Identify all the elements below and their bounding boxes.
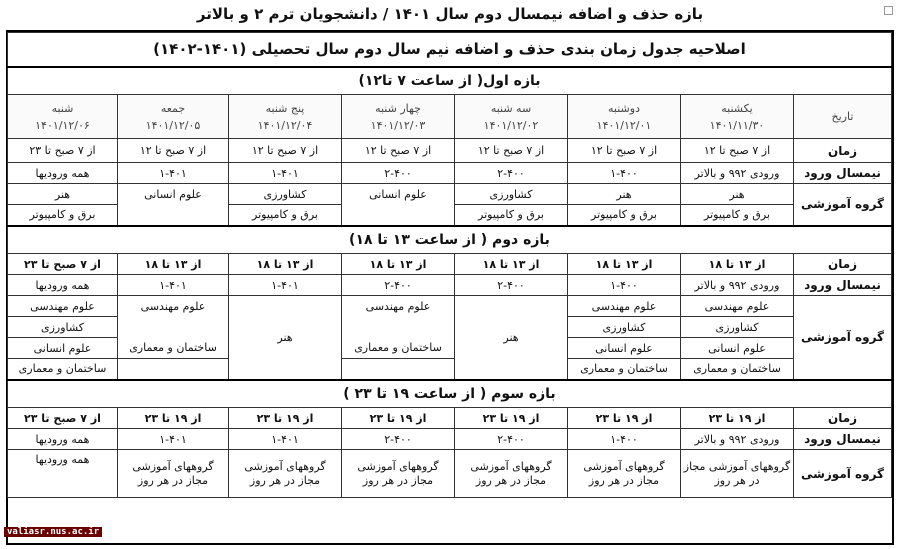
group-label: گروه آموزشی <box>794 184 892 226</box>
group-line: در هر روز <box>714 473 760 487</box>
time-cell: از ۱۹ تا ۲۳ <box>118 408 229 429</box>
entry-cell: ورودی ۹۹۲ و بالاتر <box>681 275 794 296</box>
time-cell: از ۱۹ تا ۲۳ <box>229 408 342 429</box>
group-cell <box>118 359 229 380</box>
group-cell: هنر <box>455 296 568 380</box>
group-line: مجاز در هر روز <box>588 473 660 487</box>
day-header <box>7 95 117 139</box>
page-title: بازه حذف و اضافه نیمسال دوم سال ۱۴۰۱ / دانشجویان ترم ۲ و بالاتر <box>196 5 704 23</box>
entry-cell: همه ورودیها <box>7 275 117 296</box>
scroll-indicator[interactable] <box>884 6 893 15</box>
group-cell: علوم مهندسی <box>118 296 229 317</box>
group-line: گروههای آموزشی <box>132 459 214 473</box>
schedule-frame <box>6 30 894 545</box>
group-cell: برق و کامپیوتر <box>229 205 342 226</box>
entry-cell: ۱-۴۰۱ <box>229 429 342 450</box>
group-cell: علوم مهندسی <box>342 296 455 317</box>
group-cell <box>568 450 681 498</box>
group-cell: علوم مهندسی <box>568 296 681 317</box>
group-cell: کشاورزی <box>568 317 681 338</box>
time-cell: از ۱۳ تا ۱۸ <box>342 254 455 275</box>
entry-label: نیمسال ورود <box>794 429 892 450</box>
day-name: شنبه <box>51 101 74 115</box>
period2-title: بازه دوم ( از ساعت ۱۳ تا ۱۸) <box>7 226 891 254</box>
group-cell: ساختمان و معماری <box>568 359 681 380</box>
time-label: زمان <box>794 139 892 163</box>
group-line: گروههای آموزشی <box>244 459 326 473</box>
group-cell: علوم انسانی <box>342 184 455 226</box>
day-header <box>455 95 568 139</box>
entry-cell: ۱-۴۰۱ <box>118 429 229 450</box>
date-label: تاریخ <box>794 95 892 139</box>
day-header <box>568 95 681 139</box>
group-cell: کشاورزی <box>229 184 342 205</box>
group-cell: ساختمان و معماری <box>7 359 117 380</box>
time-cell: از ۱۳ تا ۱۸ <box>229 254 342 275</box>
entry-cell: ۱-۴۰۰ <box>568 275 681 296</box>
group-cell: برق و کامپیوتر <box>568 205 681 226</box>
site-watermark: valiasr.nus.ac.ir <box>4 527 102 537</box>
group-cell: ساختمان و معماری <box>681 359 794 380</box>
time-cell: از ۱۹ تا ۲۳ <box>568 408 681 429</box>
time-cell: از ۷ صبح تا ۲۳ <box>7 254 117 275</box>
time-cell: از ۱۳ تا ۱۸ <box>455 254 568 275</box>
group-label: گروه آموزشی <box>794 450 892 498</box>
group-cell: برق و کامپیوتر <box>681 205 794 226</box>
group-cell <box>681 450 794 498</box>
day-name: یکشنبه <box>721 101 753 115</box>
time-cell: از ۷ صبح تا ۱۲ <box>681 139 794 163</box>
group-cell: کشاورزی <box>455 184 568 205</box>
day-date: ۱۴۰۱/۱۲/۰۵ <box>145 118 201 132</box>
group-cell: علوم انسانی <box>118 184 229 226</box>
group-line: گروههای آموزشی <box>470 459 552 473</box>
entry-cell: ۱-۴۰۱ <box>118 275 229 296</box>
entry-cell: ۲-۴۰۰ <box>455 275 568 296</box>
group-cell: علوم انسانی <box>7 338 117 359</box>
entry-cell: همه ورودیها <box>7 429 117 450</box>
entry-cell: ورودی ۹۹۲ و بالاتر <box>681 429 794 450</box>
time-cell: از ۷ صبح تا ۱۲ <box>229 139 342 163</box>
group-label: گروه آموزشی <box>794 296 892 380</box>
group-cell: هنر <box>681 184 794 205</box>
day-name: دوشنبه <box>608 101 640 115</box>
period3-title: بازه سوم ( از ساعت ۱۹ تا ۲۳ ) <box>7 380 891 408</box>
entry-cell: همه ورودیها <box>7 163 117 184</box>
time-cell: از ۱۹ تا ۲۳ <box>342 408 455 429</box>
day-header <box>118 95 229 139</box>
entry-cell: ۱-۴۰۱ <box>229 163 342 184</box>
time-cell: از ۷ صبح تا ۱۲ <box>455 139 568 163</box>
entry-cell: ۱-۴۰۰ <box>568 163 681 184</box>
day-date: ۱۴۰۱/۱۲/۰۲ <box>483 118 539 132</box>
time-cell: از ۷ صبح تا ۱۲ <box>342 139 455 163</box>
group-line: مجاز در هر روز <box>249 473 321 487</box>
group-cell <box>455 450 568 498</box>
time-cell: از ۷ صبح تا ۲۳ <box>7 139 117 163</box>
day-date: ۱۴۰۱/۱۲/۰۳ <box>370 118 426 132</box>
group-line: گروههای آموزشی <box>357 459 439 473</box>
day-date: ۱۴۰۱/۱۲/۰۱ <box>596 118 652 132</box>
time-cell: از ۱۳ تا ۱۸ <box>118 254 229 275</box>
entry-cell: ۲-۴۰۰ <box>455 429 568 450</box>
day-header <box>681 95 794 139</box>
entry-cell: ۱-۴۰۱ <box>118 163 229 184</box>
entry-cell: ۲-۴۰۰ <box>342 163 455 184</box>
group-cell <box>229 450 342 498</box>
entry-cell: ورودی ۹۹۲ و بالاتر <box>681 163 794 184</box>
entry-cell: ۲-۴۰۰ <box>455 163 568 184</box>
time-cell: از ۷ صبح تا ۲۳ <box>7 408 117 429</box>
group-line: مجاز در هر روز <box>362 473 434 487</box>
group-line: گروههای آموزشی مجاز <box>683 459 791 473</box>
time-cell: از ۱۳ تا ۱۸ <box>681 254 794 275</box>
day-name: سه شنبه <box>490 101 532 115</box>
group-cell: علوم انسانی <box>568 338 681 359</box>
group-line: مجاز در هر روز <box>137 473 209 487</box>
group-line: گروههای آموزشی <box>583 459 665 473</box>
time-label: زمان <box>794 408 892 429</box>
group-cell: برق و کامپیوتر <box>7 205 117 226</box>
group-cell: علوم انسانی <box>681 338 794 359</box>
group-line: مجاز در هر روز <box>475 473 547 487</box>
group-cell <box>342 317 455 338</box>
group-cell: هنر <box>229 296 342 380</box>
entry-cell: ۲-۴۰۰ <box>342 429 455 450</box>
group-cell: کشاورزی <box>681 317 794 338</box>
day-date: ۱۴۰۱/۱۱/۳۰ <box>709 118 765 132</box>
group-cell: همه ورودیها <box>7 450 117 498</box>
time-cell: از ۱۹ تا ۲۳ <box>681 408 794 429</box>
entry-label: نیمسال ورود <box>794 163 892 184</box>
group-cell: هنر <box>7 184 117 205</box>
time-cell: از ۱۳ تا ۱۸ <box>568 254 681 275</box>
group-cell <box>118 317 229 338</box>
entry-cell: ۱-۴۰۱ <box>229 275 342 296</box>
time-cell: از ۱۹ تا ۲۳ <box>455 408 568 429</box>
day-date: ۱۴۰۱/۱۲/۰۶ <box>35 118 90 132</box>
day-name: جمعه <box>160 101 186 115</box>
group-cell <box>118 450 229 498</box>
group-cell <box>342 359 455 380</box>
day-name: چهار شنبه <box>375 101 421 115</box>
day-header <box>229 95 342 139</box>
group-cell <box>342 450 455 498</box>
day-name: پنج شنبه <box>265 101 305 115</box>
time-cell: از ۷ صبح تا ۱۲ <box>118 139 229 163</box>
group-cell: ساختمان و معماری <box>342 338 455 359</box>
group-cell: علوم مهندسی <box>7 296 117 317</box>
time-label: زمان <box>794 254 892 275</box>
entry-label: نیمسال ورود <box>794 275 892 296</box>
entry-cell: ۲-۴۰۰ <box>342 275 455 296</box>
entry-cell: ۱-۴۰۰ <box>568 429 681 450</box>
group-cell: برق و کامپیوتر <box>455 205 568 226</box>
day-header <box>342 95 455 139</box>
group-cell: علوم مهندسی <box>681 296 794 317</box>
main-title: اصلاحیه جدول زمان بندی حذف و اضافه نیم سال دوم سال تحصیلی (۱۴۰۱-۱۴۰۲) <box>7 33 891 67</box>
group-cell: هنر <box>568 184 681 205</box>
group-cell: ساختمان و معماری <box>118 338 229 359</box>
schedule-table <box>7 32 892 498</box>
day-date: ۱۴۰۱/۱۲/۰۴ <box>257 118 313 132</box>
group-cell: کشاورزی <box>7 317 117 338</box>
period1-title: بازه اول( از ساعت ۷ تا۱۲) <box>7 67 891 95</box>
time-cell: از ۷ صبح تا ۱۲ <box>568 139 681 163</box>
